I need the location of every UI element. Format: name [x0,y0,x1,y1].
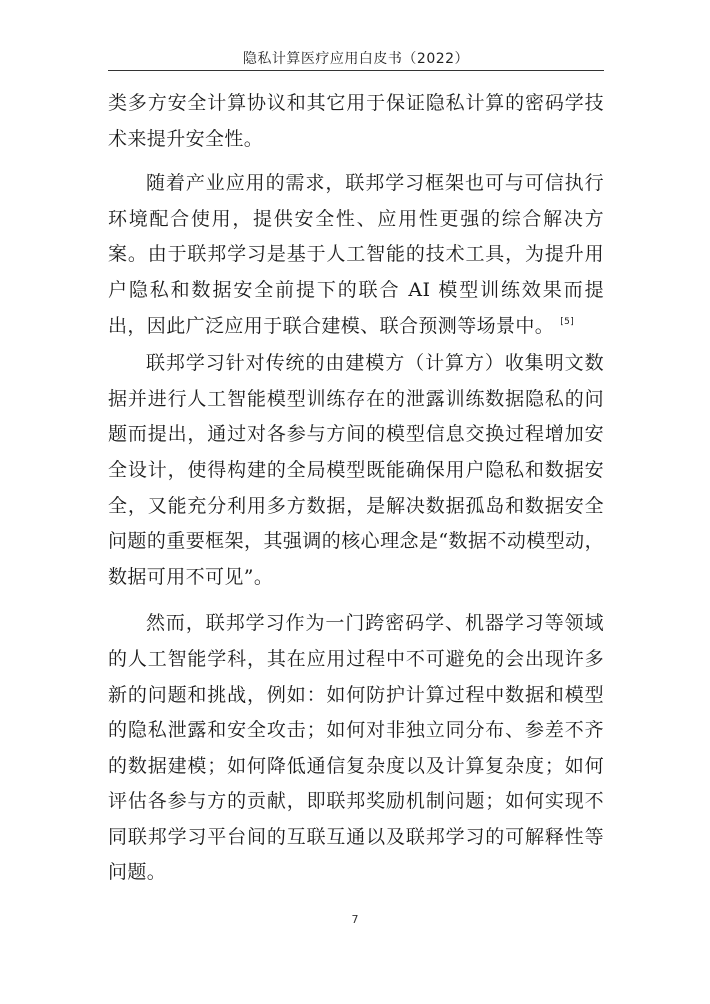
document-body [108,86,604,891]
paragraph-text: 然而，联邦学习作为一门跨密码学、机器学习等领域的人工智能学科，其在应用过程中不可避免的会出现许多新的问题和挑战，例如：如何防护计算过程中数据和模型的隐私泄露和安全攻击；如何对非独立同分布、参差不齐的数据建模；如何降低通信复杂度以及计算复杂度；如何评估各参与方的贡献，即联邦奖励机制问题；如何实现不同联邦学习平台间的互联互通以及联邦学习的可解释性等问题。 [108,612,604,884]
paragraph-text: 联邦学习针对传统的由建模方（计算方）收集明文数据并进行人工智能模型训练存在的泄露训练数据隐私的问题而提出，通过对各参与方间的模型信息交换过程增加安全设计，使得构建的全局模型既能确保用户隐私和数据安全，又能充分利用多方数据，是解决数据孤岛和数据安全问题的重要框架，其强调的核心理念是“数据不动模型动，数据可用不可见”。 [108,352,604,588]
paragraph-text: 随着产业应用的需求，联邦学习框架也可与可信执行环境配合使用，提供安全性、应用性更强的综合解决方案。由于联邦学习是基于人工智能的技术工具，为提升用户隐私和数据安全前提下的联合 AI 模型训练效果而提出，因此广泛应用于联合建模、联合预测等场景中。 [108,172,604,337]
page-number: 7 [351,913,359,926]
citation-reference: [5] [560,316,575,327]
paragraph-federated-challenges [108,606,604,891]
paragraph-text: 类多方安全计算协议和其它用于保证隐私计算的密码学技术来提升安全性。 [108,92,604,150]
page-header-title: 隐私计算医疗应用白皮书（2022） [242,51,470,67]
paragraph-federated-purpose [108,346,604,595]
paragraph-federated-tee [108,166,604,344]
header-divider [108,70,604,71]
paragraph-continuation [108,86,604,157]
